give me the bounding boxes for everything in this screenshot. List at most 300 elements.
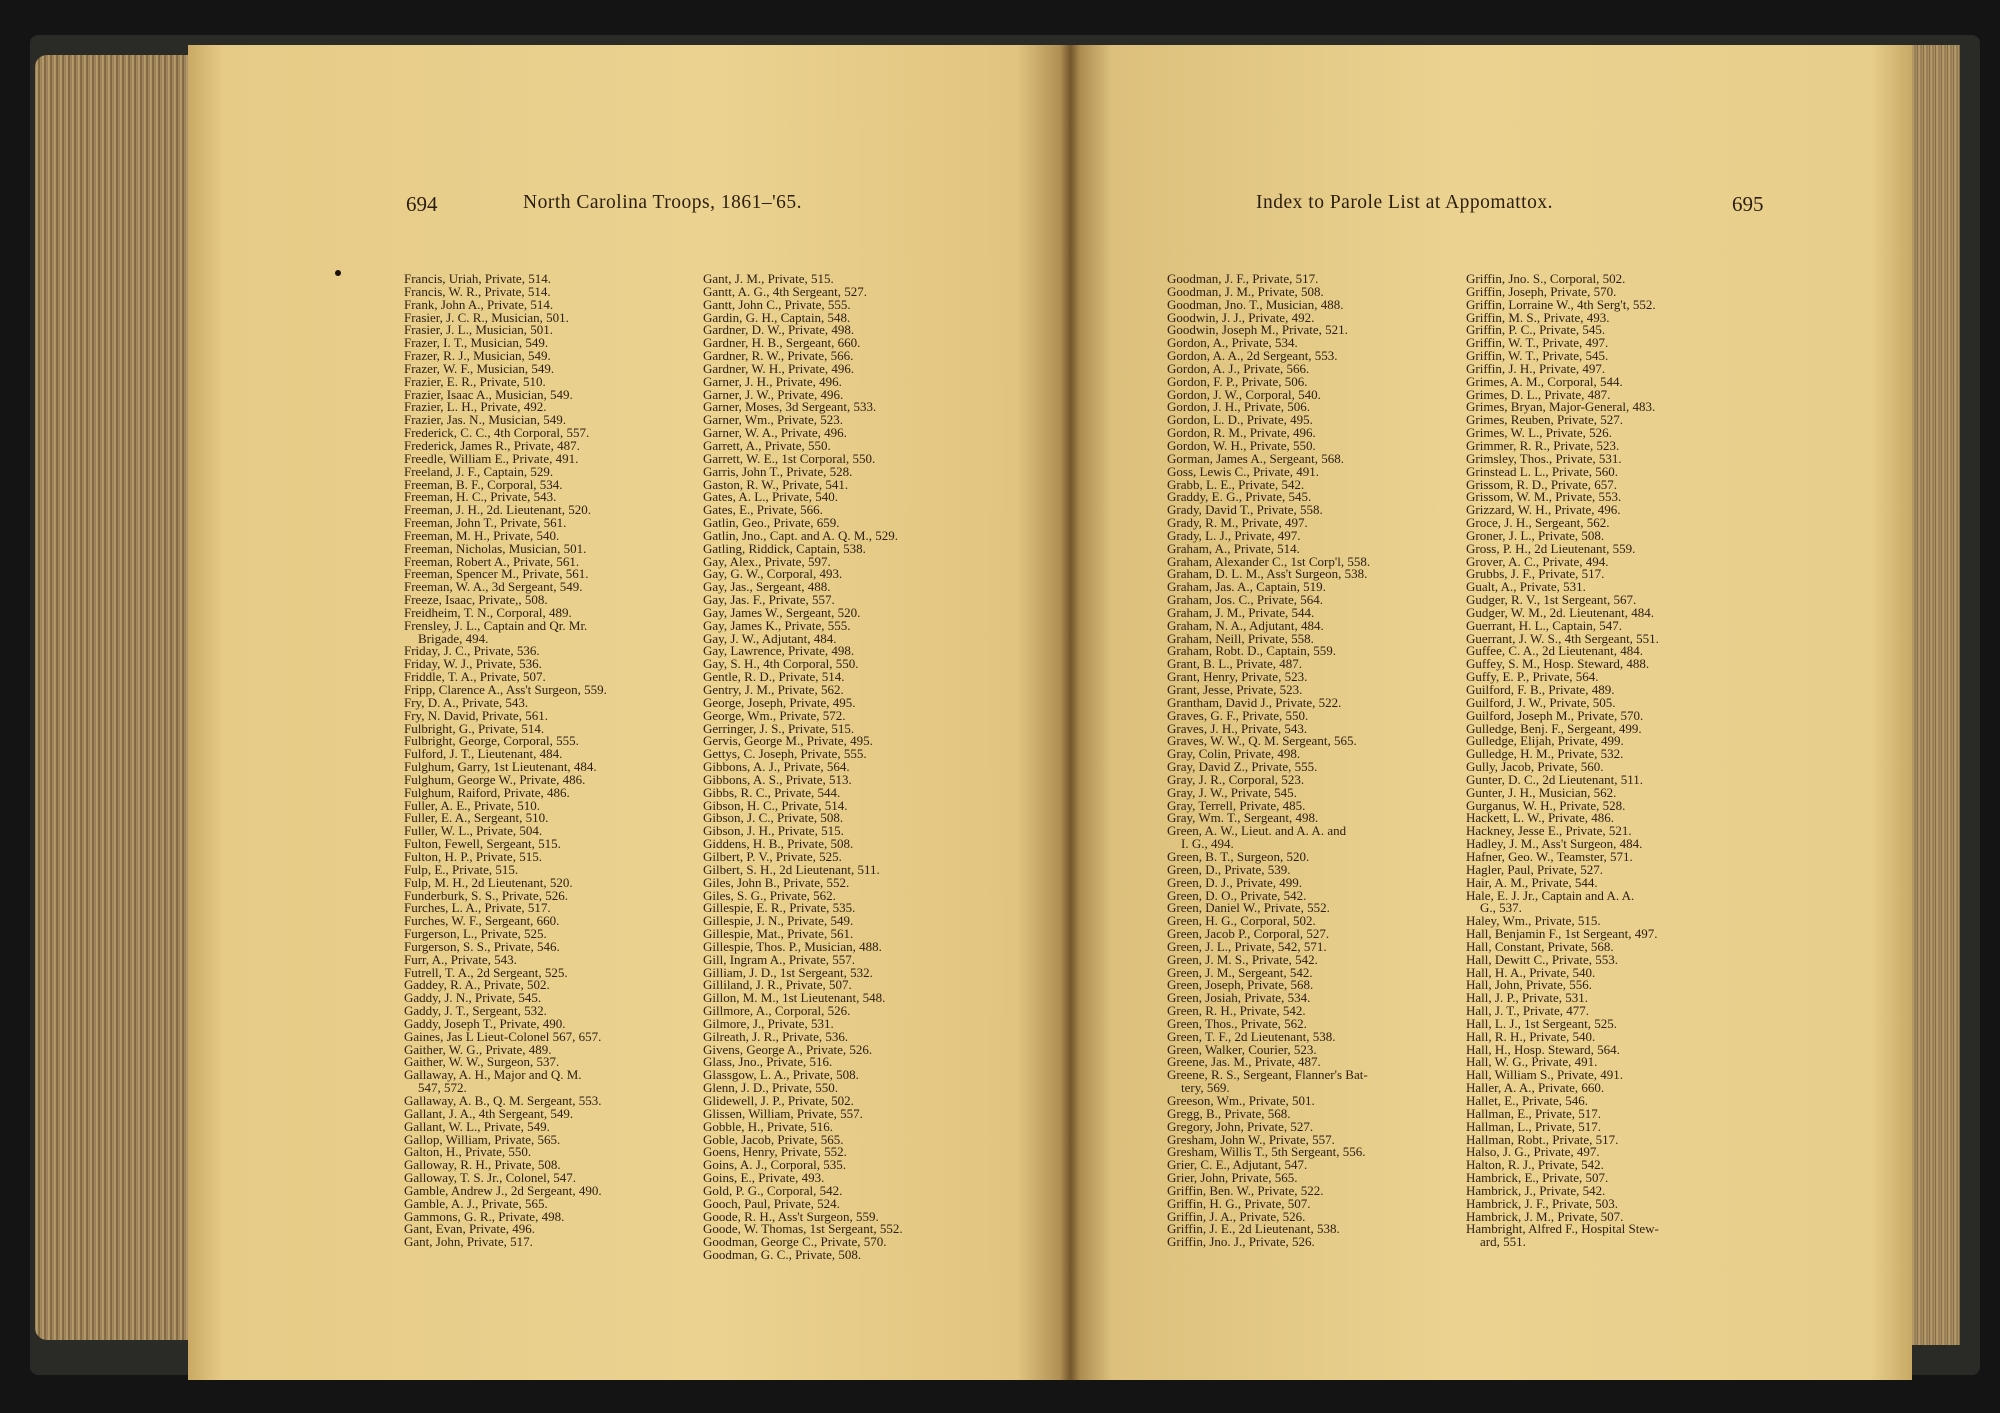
index-entry: Garner, W. A., Private, 496. — [703, 425, 847, 441]
index-entry: Green, D., Private, 539. — [1167, 861, 1291, 877]
index-entry: Freeze, Isaac, Private,, 508. — [404, 592, 548, 608]
index-entry: Freeman, Robert A., Private, 561. — [404, 553, 580, 569]
index-entry: Garner, J. W., Private, 496. — [703, 386, 844, 402]
index-entry: Gardner, D. W., Private, 498. — [703, 322, 855, 338]
index-entry: Glassgow, L. A., Private, 508. — [703, 1067, 859, 1083]
index-entry: Gordon, A. J., Private, 566. — [1167, 360, 1310, 376]
index-entry: Gunter, D. C., 2d Lieutenant, 511. — [1466, 771, 1643, 787]
index-entry: Furr, A., Private, 543. — [404, 951, 517, 967]
index-entry: Gualt, A., Private, 531. — [1466, 579, 1586, 595]
index-entry: Griffin, Jno. J., Private, 526. — [1167, 1234, 1315, 1250]
index-entry: Graham, A., Private, 514. — [1167, 540, 1300, 556]
index-entry: Grimes, Reuben, Private, 527. — [1466, 412, 1624, 428]
index-entry: Gant, Evan, Private, 496. — [404, 1221, 536, 1237]
index-entry: Guffee, C. A., 2d Lieutenant, 484. — [1466, 643, 1644, 659]
index-entry: Graves, J. H., Private, 543. — [1167, 720, 1308, 736]
index-entry: Francis, Uriah, Private, 514. — [404, 271, 551, 286]
index-entry: Freidheim, T. N., Corporal, 489. — [404, 604, 572, 620]
index-entry: Grissom, R. D., Private, 657. — [1466, 476, 1617, 492]
index-entry: Gudger, R. V., 1st Sergeant, 567. — [1466, 592, 1637, 608]
index-entry: Gatlin, Geo., Private, 659. — [703, 515, 840, 531]
index-entry: Graves, W. W., Q. M. Sergeant, 565. — [1167, 733, 1357, 749]
index-entry: Green, H. G., Corporal, 502. — [1167, 913, 1316, 929]
index-entry: Griffin, M. S., Private, 493. — [1466, 309, 1610, 325]
index-entry: Grinstead L. L., Private, 560. — [1466, 463, 1618, 479]
index-entry: Frazer, I. T., Musician, 549. — [404, 335, 549, 351]
index-entry: Hallman, L., Private, 517. — [1466, 1118, 1602, 1134]
index-entry: Grady, L. J., Private, 497. — [1167, 527, 1301, 543]
index-entry: Furches, W. F., Sergeant, 660. — [404, 913, 560, 929]
index-entry: Gant, John, Private, 517. — [404, 1234, 533, 1250]
index-entry: Griffin, J. A., Private, 526. — [1167, 1208, 1306, 1224]
index-entry: Fulford, J. T., Lieutenant, 484. — [404, 746, 563, 762]
index-entry: Gold, P. G., Corporal, 542. — [703, 1182, 843, 1198]
left-page — [188, 45, 1070, 1380]
index-entry: Gilliam, J. D., 1st Sergeant, 532. — [703, 964, 873, 980]
index-entry: Grimsley, Thos., Private, 531. — [1466, 450, 1622, 466]
index-entry: Fripp, Clarence A., Ass't Surgeon, 559. — [404, 682, 607, 697]
index-entry: Green, Josiah, Private, 534. — [1167, 990, 1311, 1006]
index-entry: Gatlin, Jno., Capt. and A. Q. M., 529. — [703, 527, 898, 543]
index-entry: Hall, William S., Private, 491. — [1466, 1067, 1624, 1083]
index-entry: Gulledge, H. M., Private, 532. — [1466, 746, 1624, 762]
index-entry: Gilmore, J., Private, 531. — [703, 1015, 834, 1031]
index-entry: Green, Walker, Courier, 523. — [1167, 1041, 1317, 1057]
book-gutter — [1060, 45, 1080, 1380]
index-entry: Fuller, A. E., Private, 510. — [404, 797, 540, 813]
index-entry: Furgerson, L., Private, 525. — [404, 926, 547, 942]
index-entry: Hall, L. J., 1st Sergeant, 525. — [1466, 1015, 1618, 1031]
index-entry: Friday, W. J., Private, 536. — [404, 656, 542, 672]
index-entry: I. G., 494. — [1181, 836, 1234, 852]
index-entry: Gulledge, Benj. F., Sergeant, 499. — [1466, 720, 1642, 736]
index-entry: Gill, Ingram A., Private, 557. — [703, 951, 856, 967]
index-entry: Gardner, H. B., Sergeant, 660. — [703, 335, 861, 351]
index-entry: Gaddy, J. N., Private, 545. — [404, 990, 542, 1006]
index-entry: Freeman, W. A., 3d Sergeant, 549. — [404, 579, 583, 595]
index-entry: Grant, Jesse, Private, 523. — [1167, 682, 1303, 697]
index-entry: Gray, Wm. T., Sergeant, 498. — [1167, 810, 1319, 826]
index-entry: Giddens, H. B., Private, 508. — [703, 836, 854, 852]
index-entry: Green, Jacob P., Corporal, 527. — [1167, 926, 1330, 942]
index-entry: Frasier, J. C. R., Musician, 501. — [404, 309, 569, 325]
index-entry: Fry, D. A., Private, 543. — [404, 694, 529, 710]
index-entry: Goens, Henry, Private, 552. — [703, 1144, 847, 1160]
index-entry: Grimmer, R. R., Private, 523. — [1466, 437, 1620, 453]
index-entry: Graves, G. F., Private, 550. — [1167, 707, 1309, 723]
index-entry: Green, J. M., Sergeant, 542. — [1167, 964, 1313, 980]
index-entry: Garrett, W. E., 1st Corporal, 550. — [703, 450, 876, 466]
index-entry: Guerrant, J. W. S., 4th Sergeant, 551. — [1466, 630, 1659, 646]
index-entry: Gordon, R. M., Private, 496. — [1167, 425, 1316, 441]
index-entry: Gay, G. W., Corporal, 493. — [703, 566, 843, 582]
index-entry: Garner, Moses, 3d Sergeant, 533. — [703, 399, 877, 415]
index-entry: Gregory, John, Private, 527. — [1167, 1118, 1314, 1134]
index-entry: Grizzard, W. H., Private, 496. — [1466, 502, 1621, 518]
index-entry: Fulghum, Raiford, Private, 486. — [404, 784, 570, 800]
index-entry: Fulghum, Garry, 1st Lieutenant, 484. — [404, 759, 597, 775]
index-entry: Brigade, 494. — [418, 630, 489, 646]
index-entry: Grabb, L. E., Private, 542. — [1167, 476, 1305, 492]
index-entry: Hambrick, J. M., Private, 507. — [1466, 1208, 1624, 1224]
index-entry: Frazer, W. F., Musician, 549. — [404, 360, 555, 376]
index-entry: Giles, John B., Private, 552. — [703, 874, 850, 890]
index-entry: Goodman, Jno. T., Musician, 488. — [1167, 296, 1344, 312]
index-entry: Graham, Alexander C., 1st Corp'l, 558. — [1167, 553, 1371, 569]
index-entry: Gillespie, J. N., Private, 549. — [703, 913, 854, 929]
index-entry: Gregg, B., Private, 568. — [1167, 1105, 1291, 1121]
index-entry: Goode, R. H., Ass't Surgeon, 559. — [703, 1208, 879, 1224]
index-entry: Frederick, James R., Private, 487. — [404, 437, 580, 453]
index-entry: Goodwin, Joseph M., Private, 521. — [1167, 322, 1348, 338]
index-entry: Gamble, Andrew J., 2d Sergeant, 490. — [404, 1182, 602, 1198]
index-entry: Hale, E. J. Jr., Captain and A. A. — [1466, 887, 1635, 903]
index-entry: Hackett, L. W., Private, 486. — [1466, 810, 1615, 826]
index-entry: Glass, Jno., Private, 516. — [703, 1054, 833, 1070]
index-entry: Graddy, E. G., Private, 545. — [1167, 489, 1312, 505]
index-entry: Gaston, R. W., Private, 541. — [703, 476, 849, 492]
index-entry: Gaddy, Joseph T., Private, 490. — [404, 1015, 566, 1031]
index-entry: Graham, Robt. D., Captain, 559. — [1167, 643, 1336, 659]
index-entry: Gibson, J. H., Private, 515. — [703, 823, 844, 839]
index-entry: Gunter, J. H., Musician, 562. — [1466, 784, 1617, 800]
index-entry: Gilbert, S. H., 2d Lieutenant, 511. — [703, 861, 880, 877]
index-entry: Griffin, H. G., Private, 507. — [1167, 1195, 1311, 1211]
index-entry: Gay, Alex., Private, 597. — [703, 553, 831, 569]
index-entry: Goodman, G. C., Private, 508. — [703, 1247, 862, 1263]
index-entry: Hall, R. H., Private, 540. — [1466, 1028, 1596, 1044]
index-entry: Grimes, W. L., Private, 526. — [1466, 425, 1612, 441]
index-entry: Gibbons, A. J., Private, 564. — [703, 759, 850, 775]
index-entry: Gresham, Willis T., 5th Sergeant, 556. — [1167, 1144, 1366, 1160]
index-entry: Freeman, B. F., Corporal, 534. — [404, 476, 563, 492]
index-entry: Graham, Jos. C., Private, 564. — [1167, 592, 1323, 608]
index-entry: Grimes, A. M., Corporal, 544. — [1466, 373, 1623, 389]
index-entry: Grissom, W. M., Private, 553. — [1466, 489, 1622, 505]
index-entry: Guffy, E. P., Private, 564. — [1466, 669, 1599, 685]
index-entry: Hall, J. P., Private, 531. — [1466, 990, 1589, 1006]
index-entry: Freeland, J. F., Captain, 529. — [404, 463, 554, 479]
index-column — [1167, 273, 1370, 1249]
index-entry: Grier, John, Private, 565. — [1167, 1170, 1298, 1186]
index-entry: Gaines, Jas L Lieut-Colonel 567, 657. — [404, 1028, 602, 1044]
index-entry: Friday, J. C., Private, 536. — [404, 643, 540, 659]
index-entry: Grantham, David J., Private, 522. — [1167, 694, 1342, 710]
index-entry: Greene, Jas. M., Private, 487. — [1167, 1054, 1321, 1070]
index-entry: Fulton, Fewell, Sergeant, 515. — [404, 836, 561, 852]
index-entry: Fulghum, George W., Private, 486. — [404, 771, 586, 787]
index-entry: Gordon, F. P., Private, 506. — [1167, 373, 1308, 389]
index-entry: Frederick, C. C., 4th Corporal, 557. — [404, 425, 590, 441]
index-entry: Gibbs, R. C., Private, 544. — [703, 784, 841, 800]
index-entry: Green, A. W., Lieut. and A. A. and — [1167, 823, 1347, 839]
index-entry: Grady, R. M., Private, 497. — [1167, 515, 1308, 531]
index-entry: Gay, S. H., 4th Corporal, 550. — [703, 656, 859, 672]
index-entry: Gorman, James A., Sergeant, 568. — [1167, 450, 1345, 466]
index-entry: Gatling, Riddick, Captain, 538. — [703, 540, 866, 556]
index-entry: Grimes, Bryan, Major-General, 483. — [1466, 399, 1656, 415]
index-entry: Graham, J. M., Private, 544. — [1167, 604, 1315, 620]
index-entry: Frensley, J. L., Captain and Qr. Mr. — [404, 617, 588, 633]
index-entry: George, Wm., Private, 572. — [703, 707, 846, 723]
index-column — [1466, 273, 1659, 1249]
index-entry: Gibbons, A. S., Private, 513. — [703, 771, 852, 787]
index-entry: Gaddey, R. A., Private, 502. — [404, 977, 550, 993]
index-entry: Gates, A. L., Private, 540. — [703, 489, 839, 505]
index-entry: Groce, J. H., Sergeant, 562. — [1466, 515, 1610, 531]
index-entry: Haller, A. A., Private, 660. — [1466, 1080, 1605, 1096]
index-entry: Goins, A. J., Corporal, 535. — [703, 1157, 846, 1173]
index-entry: Furgerson, S. S., Private, 546. — [404, 938, 560, 954]
index-entry: Graham, N. A., Adjutant, 484. — [1167, 617, 1324, 633]
running-head: Index to Parole List at Appomattox. — [1256, 192, 1553, 213]
index-entry: Giles, S. G., Private, 562. — [703, 887, 836, 903]
index-entry: Hall, W. G., Private, 491. — [1466, 1054, 1598, 1070]
index-entry: Griffin, J. E., 2d Lieutenant, 538. — [1167, 1221, 1340, 1237]
index-entry: Fuller, E. A., Sergeant, 510. — [404, 810, 549, 826]
index-entry: Gaither, W. W., Surgeon, 537. — [404, 1054, 560, 1070]
index-entry: Graham, D. L. M., Ass't Surgeon, 538. — [1167, 566, 1368, 582]
index-entry: Gray, J. W., Private, 545. — [1167, 784, 1297, 800]
index-entry: Green, D. O., Private, 542. — [1167, 887, 1307, 903]
index-entry: Green, Daniel W., Private, 552. — [1167, 900, 1330, 916]
index-entry: Freeman, Spencer M., Private, 561. — [404, 566, 589, 582]
index-entry: Freeman, M. H., Private, 540. — [404, 527, 560, 543]
index-entry: Goodman, J. M., Private, 508. — [1167, 283, 1324, 299]
index-entry: Garner, J. H., Private, 496. — [703, 373, 842, 389]
index-entry: Freeman, H. C., Private, 543. — [404, 489, 557, 505]
index-entry: Gallant, J. A., 4th Sergeant, 549. — [404, 1105, 574, 1121]
index-entry: Gordon, A., Private, 534. — [1167, 335, 1298, 351]
running-head: North Carolina Troops, 1861–'65. — [523, 192, 802, 213]
index-entry: Gay, Jas., Sergeant, 488. — [703, 579, 831, 595]
index-entry: Gaither, W. G., Private, 489. — [404, 1041, 552, 1057]
index-entry: Griffin, W. T., Private, 545. — [1466, 348, 1609, 364]
index-entry: Freeman, Nicholas, Musician, 501. — [404, 540, 587, 556]
index-entry: Givens, George A., Private, 526. — [703, 1041, 873, 1057]
index-entry: Greeson, Wm., Private, 501. — [1167, 1093, 1315, 1108]
index-entry: Gantt, A. G., 4th Sergeant, 527. — [703, 283, 868, 299]
index-entry: Gray, Colin, Private, 498. — [1167, 746, 1301, 762]
index-entry: Griffin, Ben. W., Private, 522. — [1167, 1182, 1324, 1198]
index-entry: Gurganus, W. H., Private, 528. — [1466, 797, 1626, 813]
index-entry: Gobble, H., Private, 516. — [703, 1118, 833, 1134]
index-entry: Gammons, G. R., Private, 498. — [404, 1208, 565, 1224]
index-entry: Friddle, T. A., Private, 507. — [404, 669, 546, 685]
page-number: 695 — [1732, 192, 1764, 216]
index-entry: Frasier, J. L., Musician, 501. — [404, 322, 553, 338]
index-entry: Hall, J. T., Private, 477. — [1466, 1003, 1590, 1019]
index-entry: Gordon, J. W., Corporal, 540. — [1167, 386, 1321, 402]
index-entry: Fulp, M. H., 2d Lieutenant, 520. — [404, 874, 573, 890]
index-entry: Guffey, S. M., Hosp. Steward, 488. — [1466, 656, 1650, 672]
index-entry: Futrell, T. A., 2d Sergeant, 525. — [404, 964, 568, 980]
index-column — [404, 273, 607, 1249]
index-entry: Gillon, M. M., 1st Lieutenant, 548. — [703, 990, 886, 1006]
index-entry: Goodwin, J. J., Private, 492. — [1167, 309, 1315, 325]
index-entry: Glenn, J. D., Private, 550. — [703, 1080, 839, 1096]
index-entry: Griffin, J. H., Private, 497. — [1466, 360, 1606, 376]
index-entry: Fulp, E., Private, 515. — [404, 861, 519, 877]
index-entry: Frazer, R. J., Musician, 549. — [404, 348, 551, 364]
index-entry: Francis, W. R., Private, 514. — [404, 283, 551, 299]
index-entry: Gallant, W. L., Private, 549. — [404, 1118, 550, 1134]
index-entry: Gordon, W. H., Private, 550. — [1167, 437, 1316, 453]
index-entry: Gardner, R. W., Private, 566. — [703, 348, 854, 364]
index-entry: Gilliland, J. R., Private, 507. — [703, 977, 852, 993]
index-entry: Gay, Lawrence, Private, 498. — [703, 643, 855, 659]
index-entry: Green, J. M. S., Private, 542. — [1167, 951, 1318, 967]
index-entry: Hafner, Geo. W., Teamster, 571. — [1466, 848, 1633, 864]
index-entry: Green, Thos., Private, 562. — [1167, 1015, 1307, 1031]
index-entry: Frazier, L. H., Private, 492. — [404, 399, 547, 415]
index-entry: Gilreath, J. R., Private, 536. — [703, 1028, 849, 1044]
index-entry: Hallman, E., Private, 517. — [1466, 1105, 1602, 1121]
index-entry: Gibson, J. C., Private, 508. — [703, 810, 844, 826]
index-entry: Goodman, George C., Private, 570. — [703, 1234, 887, 1250]
index-entry: Gibson, H. C., Private, 514. — [703, 797, 848, 813]
index-entry: Hambrick, J. F., Private, 503. — [1466, 1195, 1619, 1211]
index-entry: Gay, James K., Private, 555. — [703, 617, 851, 633]
index-entry: Green, T. F., 2d Lieutenant, 538. — [1167, 1028, 1336, 1044]
index-entry: Green, R. H., Private, 542. — [1167, 1003, 1306, 1019]
index-column — [703, 273, 903, 1262]
index-entry: Grant, B. L., Private, 487. — [1167, 656, 1303, 672]
index-entry: Frazier, Isaac A., Musician, 549. — [404, 386, 573, 402]
index-entry: Gaddy, J. T., Sergeant, 532. — [404, 1003, 547, 1019]
index-entry: Furches, L. A., Private, 517. — [404, 900, 551, 916]
index-entry: Hall, Dewitt C., Private, 553. — [1466, 951, 1619, 967]
index-entry: Frank, John A., Private, 514. — [404, 296, 554, 312]
index-entry: Gay, J. W., Adjutant, 484. — [703, 630, 837, 646]
index-entry: Goble, Jacob, Private, 565. — [703, 1131, 844, 1147]
index-entry: Grant, Henry, Private, 523. — [1167, 669, 1308, 685]
index-entry: ard, 551. — [1480, 1234, 1526, 1250]
index-entry: Halton, R. J., Private, 542. — [1466, 1157, 1604, 1173]
index-entry: Gentry, J. M., Private, 562. — [703, 682, 844, 697]
index-entry: Gardner, W. H., Private, 496. — [703, 360, 855, 376]
index-entry: Hagler, Paul, Private, 527. — [1466, 861, 1604, 877]
index-entry: George, Joseph, Private, 495. — [703, 694, 856, 710]
index-entry: Gallop, William, Private, 565. — [404, 1131, 561, 1147]
index-entry: Gordon, L. D., Private, 495. — [1167, 412, 1313, 428]
index-entry: Green, J. L., Private, 542, 571. — [1167, 938, 1327, 954]
index-entry: Gordon, A. A., 2d Sergeant, 553. — [1167, 348, 1338, 364]
index-entry: Hambright, Alfred F., Hospital Stew- — [1466, 1221, 1659, 1237]
index-entry: Gervis, George M., Private, 495. — [703, 733, 873, 749]
index-entry: Gantt, John C., Private, 555. — [703, 296, 851, 312]
index-entry: Grover, A. C., Private, 494. — [1466, 553, 1609, 569]
index-entry: Green, B. T., Surgeon, 520. — [1167, 848, 1310, 864]
ink-speck — [335, 270, 341, 276]
index-entry: Garrett, A., Private, 550. — [703, 437, 831, 453]
index-entry: Graham, Jas. A., Captain, 519. — [1167, 579, 1326, 595]
index-entry: Hallet, E., Private, 546. — [1466, 1093, 1589, 1108]
index-entry: Hambrick, E., Private, 507. — [1466, 1170, 1609, 1186]
index-entry: Gross, P. H., 2d Lieutenant, 559. — [1466, 540, 1636, 556]
index-entry: Fulbright, G., Private, 514. — [404, 720, 545, 736]
index-entry: Freeman, J. H., 2d. Lieutenant, 520. — [404, 502, 592, 518]
index-entry: Gudger, W. M., 2d. Lieutenant, 484. — [1466, 604, 1654, 620]
index-entry: Galton, H., Private, 550. — [404, 1144, 532, 1160]
index-entry: Hallman, Robt., Private, 517. — [1466, 1131, 1619, 1147]
right-page — [1070, 45, 1912, 1380]
index-entry: Gettys, C. Joseph, Private, 555. — [703, 746, 867, 762]
index-entry: Graham, Neill, Private, 558. — [1167, 630, 1314, 646]
index-entry: 547, 572. — [418, 1080, 467, 1096]
index-entry: Griffin, Joseph, Private, 570. — [1466, 283, 1617, 299]
index-entry: Frazier, Jas. N., Musician, 549. — [404, 412, 566, 428]
index-entry: Gordon, J. H., Private, 506. — [1167, 399, 1310, 415]
index-entry: Freeman, John T., Private, 561. — [404, 515, 567, 531]
index-entry: tery, 569. — [1181, 1080, 1230, 1096]
index-entry: Greene, R. S., Sergeant, Flanner's Bat- — [1167, 1067, 1368, 1083]
index-entry: Grier, C. E., Adjutant, 547. — [1167, 1157, 1308, 1173]
index-entry: Hadley, J. M., Ass't Surgeon, 484. — [1466, 836, 1643, 852]
index-entry: Gray, J. R., Corporal, 523. — [1167, 771, 1305, 787]
index-entry: Grimes, D. L., Private, 487. — [1466, 386, 1611, 402]
index-entry: Glissen, William, Private, 557. — [703, 1105, 863, 1121]
index-entry: Goode, W. Thomas, 1st Sergeant, 552. — [703, 1221, 903, 1237]
index-entry: Fulton, H. P., Private, 515. — [404, 848, 542, 864]
index-entry: Grady, David T., Private, 558. — [1167, 502, 1323, 518]
index-entry: Funderburk, S. S., Private, 526. — [404, 887, 568, 903]
index-entry: Griffin, Lorraine W., 4th Serg't, 552. — [1466, 296, 1656, 312]
index-entry: Gooch, Paul, Private, 524. — [703, 1195, 840, 1211]
page-edges-left — [35, 55, 195, 1340]
index-entry: Gates, E., Private, 566. — [703, 502, 823, 518]
index-entry: Freedle, William E., Private, 491. — [404, 450, 579, 466]
index-entry: Griffin, P. C., Private, 545. — [1466, 322, 1606, 338]
index-entry: Gilbert, P. V., Private, 525. — [703, 848, 842, 864]
index-entry: Gerringer, J. S., Private, 515. — [703, 720, 855, 736]
index-entry: Guilford, Joseph M., Private, 570. — [1466, 707, 1644, 723]
index-entry: Griffin, Jno. S., Corporal, 502. — [1466, 271, 1626, 286]
index-entry: Garner, Wm., Private, 523. — [703, 412, 844, 428]
index-entry: Gentle, R. D., Private, 514. — [703, 669, 845, 685]
index-entry: Guerrant, H. L., Captain, 547. — [1466, 617, 1622, 633]
index-entry: Frazier, E. R., Private, 510. — [404, 373, 546, 389]
index-entry: Fuller, W. L., Private, 504. — [404, 823, 543, 839]
index-entry: Gray, David Z., Private, 555. — [1167, 759, 1318, 775]
index-entry: Gillespie, Thos. P., Musician, 488. — [703, 938, 882, 954]
index-entry: Gillmore, A., Corporal, 526. — [703, 1003, 851, 1019]
index-entry: Hall, John, Private, 556. — [1466, 977, 1593, 993]
index-entry: Gay, Jas. F., Private, 557. — [703, 592, 835, 608]
index-entry: Goodman, J. F., Private, 517. — [1167, 271, 1319, 286]
index-entry: Groner, J. L., Private, 508. — [1466, 527, 1605, 543]
index-entry: Garris, John T., Private, 528. — [703, 463, 853, 479]
index-entry: Gardin, G. H., Captain, 548. — [703, 309, 851, 325]
index-entry: Hall, H., Hosp. Steward, 564. — [1466, 1041, 1620, 1057]
index-entry: Hair, A. M., Private, 544. — [1466, 874, 1598, 890]
index-entry: Gray, Terrell, Private, 485. — [1167, 797, 1306, 813]
index-entry: Gully, Jacob, Private, 560. — [1466, 759, 1604, 775]
index-entry: Fulbright, George, Corporal, 555. — [404, 733, 579, 749]
index-entry: Guilford, J. W., Private, 505. — [1466, 694, 1616, 710]
index-entry: Haley, Wm., Private, 515. — [1466, 913, 1601, 929]
index-entry: Gulledge, Elijah, Private, 499. — [1466, 733, 1624, 749]
index-entry: Gamble, A. J., Private, 565. — [404, 1195, 548, 1211]
page-edges-right — [1905, 45, 1960, 1345]
index-entry: Gallaway, A. B., Q. M. Sergeant, 553. — [404, 1093, 602, 1108]
index-entry: Hall, H. A., Private, 540. — [1466, 964, 1596, 980]
index-entry: Gresham, John W., Private, 557. — [1167, 1131, 1335, 1147]
index-entry: Hall, Constant, Private, 568. — [1466, 938, 1614, 954]
index-entry: Glidewell, J. P., Private, 502. — [703, 1093, 854, 1108]
index-entry: Hambrick, J., Private, 542. — [1466, 1182, 1606, 1198]
page-number: 694 — [406, 192, 438, 216]
